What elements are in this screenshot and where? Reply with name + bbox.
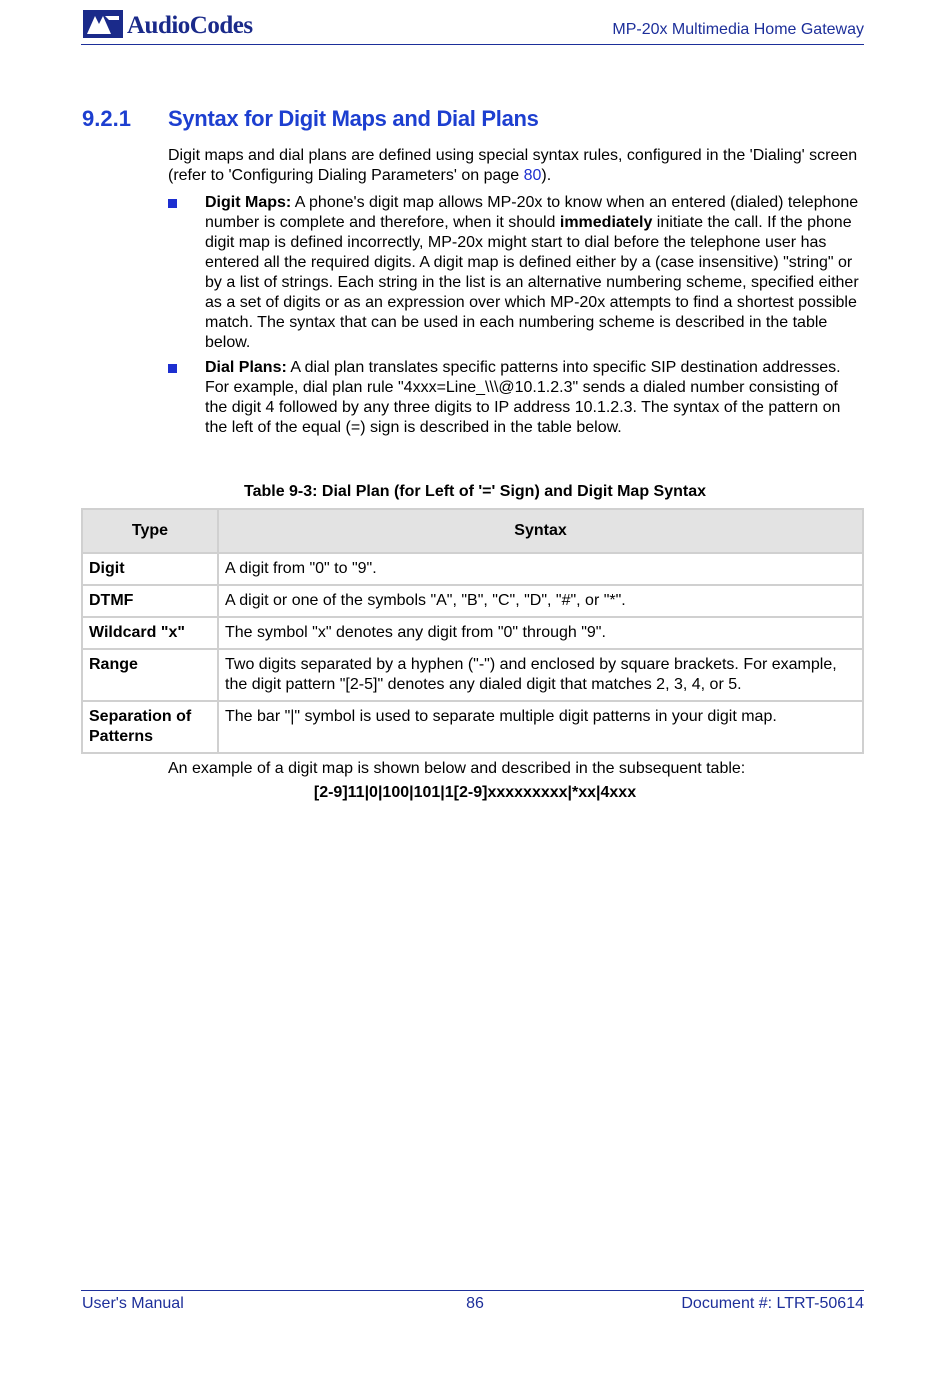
- syntax-table: [81, 508, 864, 754]
- table-row: [82, 585, 863, 617]
- footer-divider: [81, 1290, 864, 1291]
- cell-type: Wildcard "x": [82, 617, 218, 649]
- bullet-text: [205, 193, 861, 353]
- bullet-body-cont: initiate the call. If the phone digit map is defined incorrectly, MP-20x might start to dial before the telephone user has entered all the required digits. A digit map is defined either by a (case insensitive) "string" or by a list of strings. Each string in the list is an alternative numbering scheme, specified either as a set of digits or as an expression over which MP-20x attempts to find a shortest possible match. The syntax that can be used in each numbering scheme is described in the table below.: [205, 214, 859, 351]
- bullet-label: Dial Plans:: [205, 359, 287, 376]
- bullet-label: Digit Maps:: [205, 194, 292, 211]
- example-digit-map: [2-9]11|0|100|101|1[2-9]xxxxxxxxx|*xx|4xxx: [313, 784, 637, 801]
- bullet-text: [205, 358, 861, 438]
- bullet-body: A phone's digit map allows MP-20x to know when an entered (dialed) telephone number is complete and therefore, when it should: [205, 194, 859, 231]
- bullet-square-icon: [168, 364, 177, 373]
- audiocodes-logo: [83, 10, 283, 40]
- cell-type: Range: [82, 649, 218, 701]
- table-row: [82, 649, 863, 701]
- intro-text: Digit maps and dial plans are defined using special syntax rules, configured in the 'Dialing' screen (refer to 'Configuring Dialing Parameters' on page: [168, 147, 858, 184]
- bullet-emphasis: immediately: [559, 214, 653, 231]
- header-divider: [81, 44, 864, 45]
- section-title: Syntax for Digit Maps and Dial Plans: [168, 106, 539, 131]
- table-header-row: [82, 509, 863, 553]
- table-row: [82, 553, 863, 585]
- cell-syntax: Two digits separated by a hyphen ("-") and enclosed by square brackets. For example, the digit pattern "[2-5]" denotes any dialed digit that matches 2, 3, 4, or 5.: [218, 649, 863, 701]
- example-intro: An example of a digit map is shown below and described in the subsequent table:: [168, 760, 746, 777]
- table-row: [82, 701, 863, 753]
- cell-syntax: A digit or one of the symbols "A", "B", "C", "D", "#", or "*".: [218, 585, 863, 617]
- column-header-type: Type: [82, 509, 218, 553]
- footer-manual-label: User's Manual: [82, 1295, 184, 1312]
- column-header-syntax: Syntax: [218, 509, 863, 553]
- cell-syntax: The symbol "x" denotes any digit from "0" through "9".: [218, 617, 863, 649]
- intro-text-end: ).: [541, 167, 552, 184]
- logo-text: AudioCodes: [127, 12, 253, 39]
- intro-paragraph: [168, 146, 868, 186]
- cell-syntax: A digit from "0" to "9".: [218, 553, 863, 585]
- bullet-body: A dial plan translates specific patterns into specific SIP destination addresses. For example, dial plan rule "4xxx=Line_\\\@10.1.2.3" sends a dialed number consisting of the digit 4 followed by any three digits to IP address 10.1.2.3. The syntax of the pattern on the left of the equal (=) sign is described in the table below.: [205, 359, 841, 436]
- page-number: 86: [466, 1295, 484, 1312]
- document-number: Document #: LTRT-50614: [681, 1295, 864, 1312]
- bullet-square-icon: [168, 199, 177, 208]
- cell-type: DTMF: [82, 585, 218, 617]
- section-number: 9.2.1: [82, 106, 131, 131]
- table-row: [82, 617, 863, 649]
- cell-type: Digit: [82, 553, 218, 585]
- audiocodes-logo-icon: [83, 10, 123, 38]
- cell-type: Separation of Patterns: [82, 701, 218, 753]
- header-title: MP-20x Multimedia Home Gateway: [612, 21, 864, 38]
- page-link[interactable]: 80: [523, 167, 542, 184]
- table-caption: Table 9-3: Dial Plan (for Left of '=' Sign) and Digit Map Syntax: [243, 483, 707, 500]
- cell-syntax: The bar "|" symbol is used to separate multiple digit patterns in your digit map.: [218, 701, 863, 753]
